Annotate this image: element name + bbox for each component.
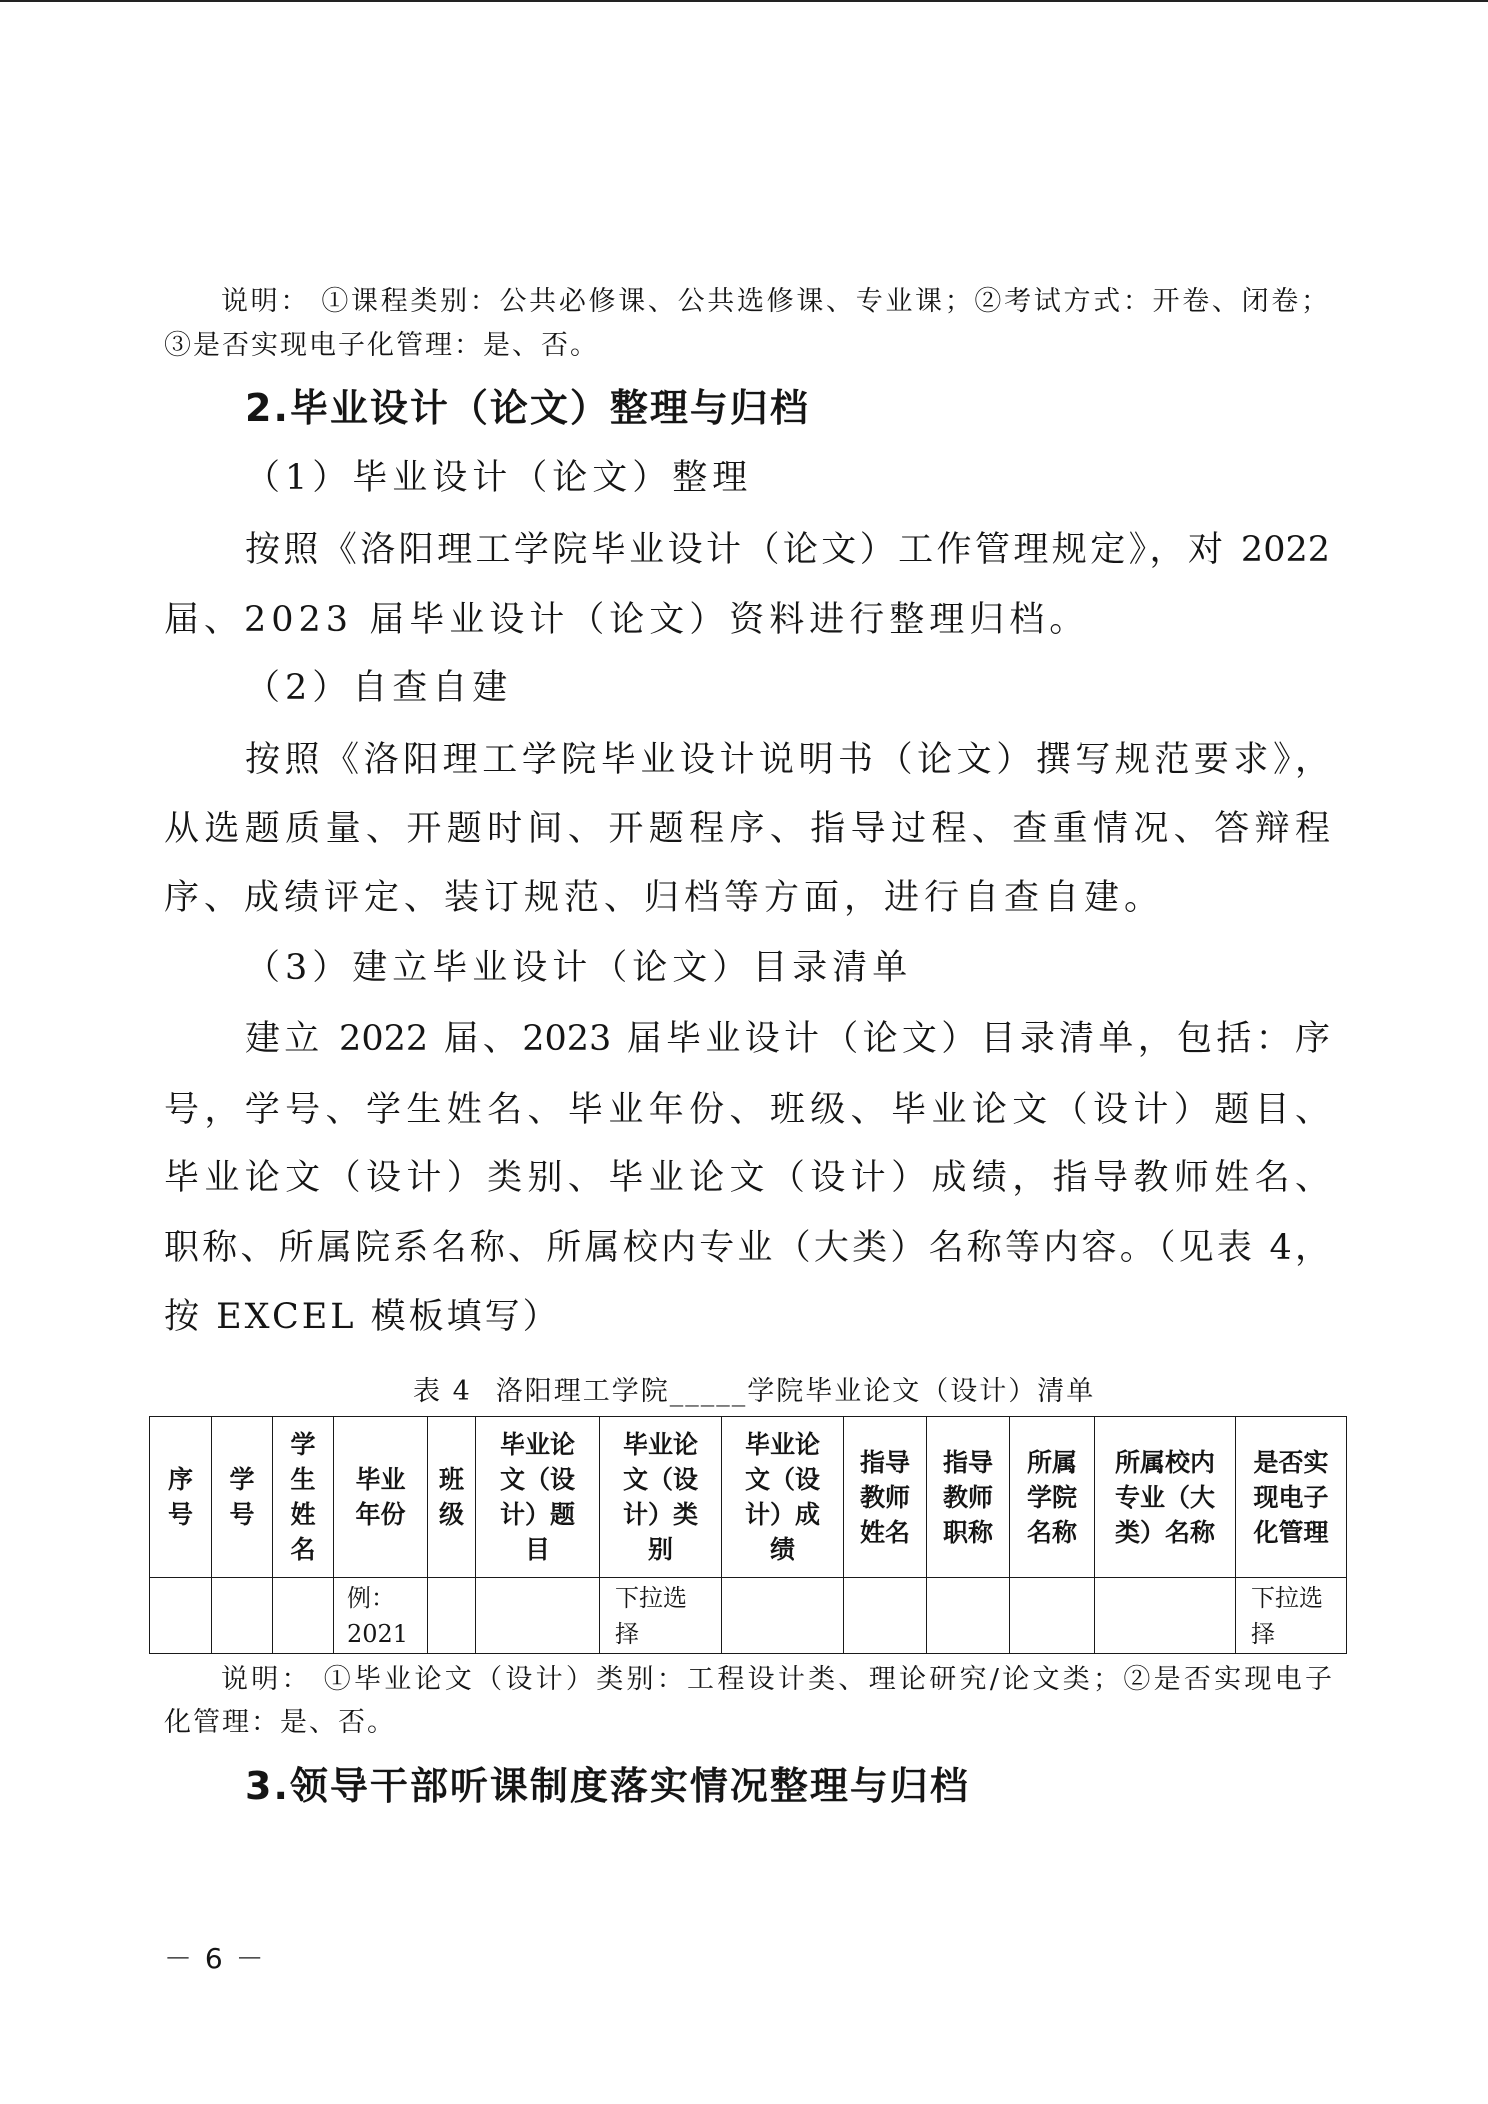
header-advisor-name: 指导教师姓名 bbox=[859, 1447, 910, 1547]
table-cell bbox=[722, 1578, 844, 1654]
table-header-cell bbox=[927, 1417, 1010, 1578]
section-heading: 2.毕业设计（论文）整理与归档 bbox=[245, 386, 810, 430]
graduation-thesis-list-table bbox=[149, 1416, 1347, 1654]
paragraph-line: 从选题质量、开题时间、开题程序、指导过程、查重情况、答辩程 bbox=[164, 809, 1330, 849]
header-thesis-category: 毕业论文（设计）类别 bbox=[622, 1430, 698, 1564]
table-header-cell bbox=[334, 1417, 428, 1578]
table-cell bbox=[212, 1578, 273, 1654]
table-row bbox=[150, 1578, 1347, 1654]
paragraph-line: 届、2023 届毕业设计（论文）资料进行整理归档。 bbox=[164, 600, 1090, 640]
table-cell bbox=[844, 1578, 927, 1654]
table-cell bbox=[476, 1578, 600, 1654]
table-cell bbox=[150, 1578, 212, 1654]
table-cell bbox=[1010, 1578, 1095, 1654]
paragraph-line: 毕业论文（设计）类别、毕业论文（设计）成绩，指导教师姓名、 bbox=[164, 1158, 1330, 1198]
subsection-heading: （1）毕业设计（论文）整理 bbox=[245, 458, 753, 498]
table-cell bbox=[600, 1578, 722, 1654]
thesis-category-dropdown-hint: 下拉选择 bbox=[615, 1584, 687, 1648]
header-student-id: 学号 bbox=[229, 1465, 255, 1529]
table-header-cell bbox=[600, 1417, 722, 1578]
header-class: 班级 bbox=[438, 1465, 464, 1529]
table-caption-title: 洛阳理工学院_____学院毕业论文（设计）清单 bbox=[495, 1376, 1096, 1407]
header-student-name: 学生姓名 bbox=[290, 1430, 316, 1564]
paragraph-line: 按照《洛阳理工学院毕业设计说明书（论文）撰写规范要求》， bbox=[245, 740, 1330, 780]
section-heading: 3.领导干部听课制度落实情况整理与归档 bbox=[245, 1764, 970, 1808]
table-header-cell bbox=[212, 1417, 273, 1578]
table-header-cell bbox=[273, 1417, 334, 1578]
table-cell bbox=[273, 1578, 334, 1654]
table4-note-line: 说明： ①毕业论文（设计）类别：工程设计类、理论研究/论文类；②是否实现电子 bbox=[221, 1664, 1332, 1695]
page-number: － 6 － bbox=[164, 1942, 266, 1975]
page-top-edge-line bbox=[0, 0, 1488, 2]
table-header-cell bbox=[476, 1417, 600, 1578]
header-electronic-management: 是否实现电子化管理 bbox=[1253, 1447, 1329, 1547]
table-cell bbox=[428, 1578, 476, 1654]
table-header-row bbox=[150, 1417, 1347, 1578]
table-cell bbox=[927, 1578, 1010, 1654]
header-serial-number: 序号 bbox=[167, 1465, 193, 1529]
electronic-management-dropdown-hint: 下拉选择 bbox=[1251, 1584, 1323, 1648]
course-table-note-line: 说明： ①课程类别：公共必修课、公共选修课、专业课；②考试方式：开卷、闭卷； bbox=[221, 286, 1328, 317]
paragraph-line: 职称、所属院系名称、所属校内专业（大类）名称等内容。（见表 4， bbox=[164, 1228, 1330, 1268]
paragraph-line: 序、成绩评定、装订规范、归档等方面，进行自查自建。 bbox=[164, 878, 1165, 918]
table-caption bbox=[413, 1375, 1095, 1409]
paragraph-line: 号，学号、学生姓名、毕业年份、班级、毕业论文（设计）题目、 bbox=[164, 1090, 1330, 1130]
subsection-heading: （3）建立毕业设计（论文）目录清单 bbox=[245, 948, 913, 988]
header-thesis-title: 毕业论文（设计）题目 bbox=[499, 1430, 575, 1564]
graduation-year-example: 例：2021 bbox=[347, 1584, 409, 1648]
paragraph-line: 按 EXCEL 模板填写） bbox=[164, 1297, 561, 1337]
table-header-cell bbox=[722, 1417, 844, 1578]
header-college-name: 所属学院名称 bbox=[1026, 1447, 1077, 1547]
table-header-cell bbox=[428, 1417, 476, 1578]
header-major-name: 所属校内专业（大类）名称 bbox=[1114, 1447, 1215, 1547]
table-header-cell bbox=[1010, 1417, 1095, 1578]
table-header-cell bbox=[150, 1417, 212, 1578]
course-table-note-line: ③是否实现电子化管理：是、否。 bbox=[164, 330, 599, 361]
header-thesis-grade: 毕业论文（设计）成绩 bbox=[744, 1430, 820, 1564]
table-cell bbox=[334, 1578, 428, 1654]
subsection-heading: （2）自查自建 bbox=[245, 668, 513, 708]
table-cell bbox=[1095, 1578, 1236, 1654]
header-advisor-title: 指导教师职称 bbox=[942, 1447, 993, 1547]
table-cell bbox=[1236, 1578, 1347, 1654]
table-header-cell bbox=[844, 1417, 927, 1578]
table-header-cell bbox=[1236, 1417, 1347, 1578]
paragraph-line: 建立 2022 届、2023 届毕业设计（论文）目录清单，包括：序 bbox=[245, 1019, 1330, 1059]
table-caption-label: 表 4 bbox=[413, 1376, 472, 1407]
table4-note-line: 化管理：是、否。 bbox=[164, 1707, 396, 1738]
header-graduation-year: 毕业年份 bbox=[355, 1465, 406, 1529]
paragraph-line: 按照《洛阳理工学院毕业设计（论文）工作管理规定》，对 2022 bbox=[245, 530, 1330, 570]
table-header-cell bbox=[1095, 1417, 1236, 1578]
